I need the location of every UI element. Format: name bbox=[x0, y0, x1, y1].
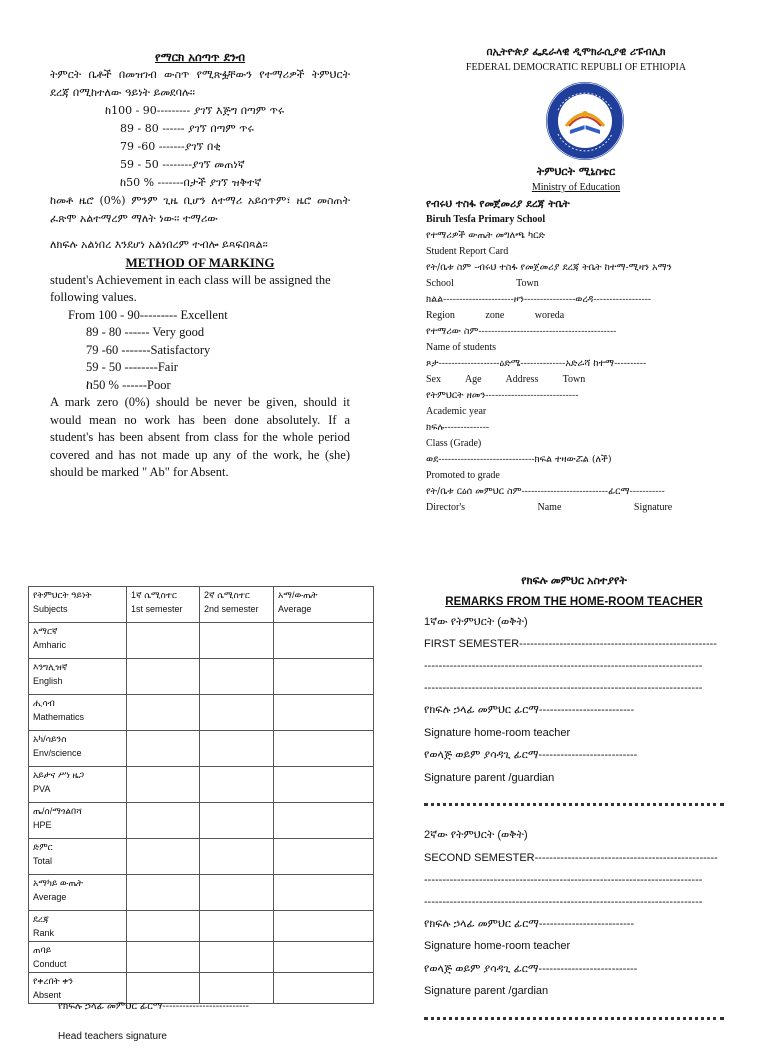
student-name-en: Name of students bbox=[426, 342, 496, 353]
subject-cell: ሒሳብ Mathematics bbox=[29, 695, 127, 731]
parent-signature-en-2: Signature parent /gardian bbox=[424, 985, 549, 997]
marking-intro-en: student's Achievement in each class will be assigned the following values. bbox=[50, 272, 331, 304]
section-divider bbox=[424, 803, 724, 810]
teacher-signature-am: የክፍሉ ኃላፊ መምህር ፊርማ-------------------------- bbox=[424, 704, 635, 716]
marking-title-am: የማርክ አሰጣጥ ደንብ bbox=[154, 50, 246, 64]
remarks-title-en: REMARKS FROM THE HOME-ROOM TEACHER bbox=[445, 595, 703, 608]
table-row bbox=[29, 623, 374, 659]
table-row bbox=[29, 767, 374, 803]
table-row bbox=[29, 659, 374, 695]
promoted-am: ወደ------------------------------ክፍል ተዛውሯል (ለች) bbox=[426, 454, 612, 465]
table-row bbox=[29, 695, 374, 731]
teacher-signature-am-2: የክፍሉ ኃላፊ መምህር ፊርማ-------------------------- bbox=[424, 917, 635, 930]
ministry-logo bbox=[444, 80, 726, 162]
report-card-cover bbox=[426, 44, 726, 516]
scale-en-3: 79 -60 -------Satisfactory bbox=[86, 342, 211, 357]
head-teacher-sig-am: የክፍሉ ኃላፊ መምህር ፊርማ-------------------------- bbox=[58, 1001, 250, 1012]
parent-signature-am: የወላጅ ወይም ያሳዳጊ ፊርማ--------------------------- bbox=[424, 749, 638, 761]
subject-cell: አማካይ ውጤት Average bbox=[29, 875, 127, 911]
subject-cell: ደረጃ Rank bbox=[29, 911, 127, 942]
academic-year-en: Academic year bbox=[426, 406, 487, 417]
marking-note2-am: ለክፍሉ አልነበረ እንደሆነ አልነበረም ተብሎ ይጻፍበጻል፡፡ bbox=[50, 238, 268, 251]
scale-am-4: 59 - 50 --------ያገኘ መጠነኛ bbox=[120, 158, 245, 171]
sex-age-line-en: Sex Age Address Town bbox=[426, 374, 586, 385]
scale-en-5: ከ50 % ------Poor bbox=[86, 377, 171, 392]
table-row bbox=[29, 839, 374, 875]
table-row bbox=[29, 942, 374, 973]
subject-cell: ድምር Total bbox=[29, 839, 127, 875]
table-header-row bbox=[29, 587, 374, 623]
sex-age-line-am: ጾታ-------------------ዕድሜ--------------አድራሻ ከተማ---------- bbox=[426, 358, 647, 369]
director-line-en: Director's Name Signature bbox=[426, 502, 673, 513]
director-line-am: የት/ቤቱ ርዕሰ መምህር ስም---------------------------ፊርማ----------- bbox=[426, 486, 665, 497]
remark-line[interactable]: ---------------------------------------------------------------------------- bbox=[424, 873, 703, 886]
student-name-am: የተማሪው ስም------------------------------------------- bbox=[426, 326, 617, 337]
header-subjects: የትምህርት ዓይነት Subjects bbox=[29, 587, 127, 623]
marking-panel bbox=[50, 48, 350, 482]
subject-cell: ጠባይ Conduct bbox=[29, 942, 127, 973]
subject-cell: አማርኛ Amharic bbox=[29, 623, 127, 659]
subject-cell: አካ/ሳይንስ Env/science bbox=[29, 731, 127, 767]
header-average: አማ/ውጤት Average bbox=[274, 587, 374, 623]
scale-am-2: 89 - 80 ------ ያገኘ በጣም ጥሩ bbox=[120, 122, 254, 135]
head-teacher-sig-en: Head teachers signature bbox=[58, 1031, 167, 1042]
teacher-signature-en: Signature home-room teacher bbox=[424, 726, 571, 739]
teacher-signature-en-2: Signature home-room teacher bbox=[424, 940, 571, 952]
scale-en-1: From 100 - 90--------- Excellent bbox=[68, 307, 228, 322]
table-row bbox=[29, 803, 374, 839]
class-am: ክፍሉ-------------- bbox=[426, 422, 490, 433]
second-semester-am: 2ኛው የትምህርት (ወቅት) bbox=[424, 829, 528, 841]
parent-signature-en: Signature parent /guardian bbox=[424, 771, 555, 784]
ministry-en: Ministry of Education bbox=[531, 182, 621, 193]
grade-table bbox=[28, 586, 374, 1004]
country-am: በኢትዮጵያ ፌዴራላዊ ዲሞክራሲያዊ ሪፑብሊክ bbox=[486, 46, 666, 58]
table-row bbox=[29, 731, 374, 767]
scale-am-3: 79 -60 -------ያገኘ በቂ bbox=[120, 140, 221, 153]
academic-year-am: የትምህርት ዘመን----------------------------- bbox=[426, 390, 579, 401]
class-en: Class (Grade) bbox=[426, 438, 482, 449]
remarks-title-am: የክፍሉ መምህር አስተያየት bbox=[521, 575, 627, 587]
remark-line[interactable]: ---------------------------------------------------------------------------- bbox=[424, 660, 703, 672]
parent-signature-am-2: የወላጅ ወይም ያሳዳጊ ፊርማ--------------------------- bbox=[424, 962, 638, 975]
marking-intro-am: ትምርት ቤቶች በመዝገብ ውስጥ የሚጽፏቸውን የተማሪዎች ትምህርት ደረጃ በሚከተለው ዓይነት ይመደባሉ፡፡ bbox=[50, 68, 350, 99]
head-teacher-signature bbox=[58, 992, 249, 1052]
remark-line[interactable]: ---------------------------------------------------------------------------- bbox=[424, 895, 703, 908]
scale-am-1: ከ100 - 90--------- ያገኘ እጅግ በጣም ጥሩ bbox=[105, 104, 285, 117]
table-row bbox=[29, 911, 374, 942]
section-divider bbox=[424, 1017, 724, 1024]
school-name-am: የብሩህ ተስፋ የመጀመሪያ ደረጃ ትቤት bbox=[426, 198, 570, 210]
first-semester-am: 1ኛው የትምህርት (ወቅት) bbox=[424, 615, 528, 628]
remarks-panel bbox=[424, 570, 724, 1038]
region-line-am: ክልል----------------------ዞን----------------ወረዳ------------------ bbox=[426, 294, 652, 305]
subject-cell: አይታና ሥነ ዜጋ PVA bbox=[29, 767, 127, 803]
scale-am-5: ከ50 % -------በታች ያገኘ ዝቅተኛ bbox=[120, 176, 262, 189]
school-line-en: School Town bbox=[426, 278, 539, 289]
header-semester-1: 1ኛ ሴሚስተር 1st semester bbox=[127, 587, 200, 623]
scale-en-2: 89 - 80 ------ Very good bbox=[86, 325, 205, 339]
country-en: FEDERAL DEMOCRATIC REPUBLI OF ETHIOPIA bbox=[465, 62, 687, 73]
scale-en-4: 59 - 50 --------Fair bbox=[86, 360, 178, 374]
header-semester-2: 2ኛ ሴሚስተር 2nd semester bbox=[200, 587, 274, 623]
remark-line[interactable]: ---------------------------------------------------------------------------- bbox=[424, 682, 703, 694]
promoted-en: Promoted to grade bbox=[426, 470, 500, 481]
region-line-en: Region zone woreda bbox=[426, 310, 565, 321]
second-semester-line[interactable]: SECOND SEMESTER-------------------------------------------------- bbox=[424, 851, 718, 864]
card-title-en: Student Report Card bbox=[426, 246, 509, 257]
ministry-am: ትምህርት ሚኒስቴር bbox=[536, 165, 616, 178]
marking-note-am: ከመቶ ዜሮ (0%) ምንም ጊዜ ቢሆን ለተማሪ አይሰጥም፣ ዜሮ መስጠት ፈጽሞ አልተማረም ማለት ነው፡፡ ተማሪው bbox=[50, 194, 350, 225]
school-line-am: የት/ቤቱ ስም -ብሩህ ተስፋ የመጀመሪያ ደረጃ ትቤት ከተማ-ሚዛን አማን bbox=[426, 262, 672, 273]
card-title-am: የተማሪዎች ውጤት መግለጫ ካርድ bbox=[426, 230, 545, 241]
first-semester-line[interactable]: FIRST SEMESTER------------------------------------------------------ bbox=[424, 638, 717, 650]
marking-title-en: METHOD OF MARKING bbox=[125, 255, 275, 270]
subject-cell: ጤ/ሰ/ማጎልበሻ HPE bbox=[29, 803, 127, 839]
subject-cell: እንግሊዝኛ English bbox=[29, 659, 127, 695]
marking-note-en: A mark zero (0%) should be never be given, should it would mean no work has been done absolutely. If a student's has been absent from class for the whole period covered and has not made up any of the work, he (she) should be marked " Ab" for Absent. bbox=[50, 395, 350, 479]
subject-cell: የቀረበት ቀን Absent bbox=[29, 973, 127, 1004]
school-name-en: Biruh Tesfa Primary School bbox=[426, 214, 546, 225]
table-row bbox=[29, 875, 374, 911]
